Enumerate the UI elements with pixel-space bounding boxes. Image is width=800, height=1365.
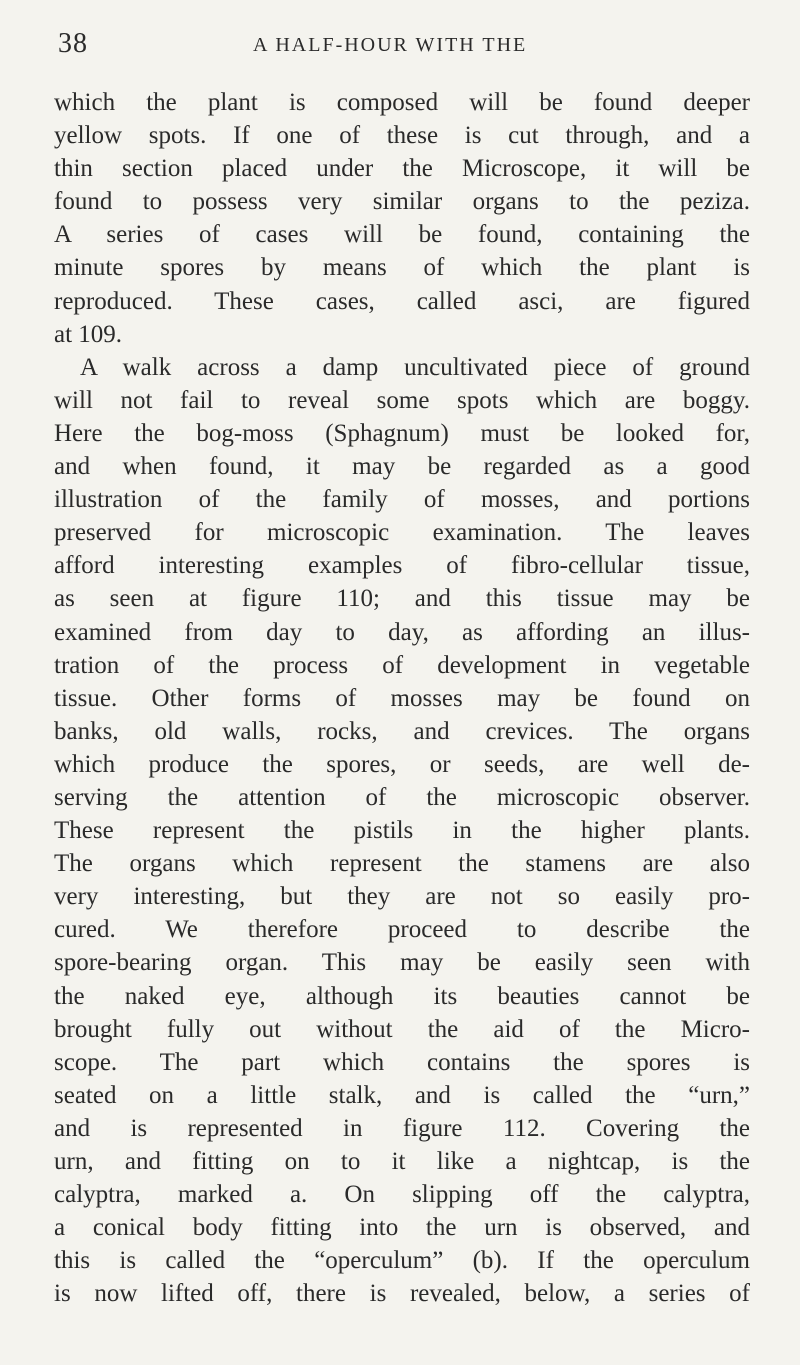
text-line: These represent the pistils in the higher plants.: [54, 817, 750, 845]
text-line: found to possess very similar organs to the peziza.: [54, 188, 750, 216]
text-line: reproduced. These cases, called asci, are figured: [54, 287, 750, 315]
text-line: very interesting, but they are not so easily pro-: [54, 883, 750, 911]
text-line: tration of the process of development in vegetable: [54, 651, 750, 679]
text-line: examined from day to day, as affording an illus-: [54, 618, 750, 646]
text-line: at 109.: [54, 320, 123, 348]
text-line: cured. We therefore proceed to describe the: [54, 916, 750, 944]
text-line: and when found, it may be regarded as a good: [54, 453, 750, 481]
text-line: minute spores by means of which the plant is: [54, 254, 750, 282]
body-text: [54, 86, 750, 1310]
text-line: which produce the spores, or seeds, are well de-: [54, 750, 750, 778]
text-line: A series of cases will be found, containing the: [54, 221, 750, 249]
text-line: scope. The part which contains the spores is: [54, 1048, 750, 1076]
page-header: [58, 28, 748, 68]
text-line: will not fail to reveal some spots which are boggy.: [54, 386, 750, 414]
text-line: a conical body fitting into the urn is observed, and: [54, 1214, 750, 1242]
text-line: tissue. Other forms of mosses may be found on: [54, 684, 750, 712]
text-line: urn, and fitting on to it like a nightcap, is the: [54, 1148, 750, 1175]
page-number: 38: [58, 28, 88, 59]
text-line: thin section placed under the Microscope, it will be: [54, 155, 750, 183]
text-line: is now lifted off, there is revealed, below, a series of: [54, 1280, 750, 1308]
text-line: Here the bog-moss (Sphagnum) must be looked for,: [54, 419, 750, 447]
text-line: which the plant is composed will be found deeper: [54, 89, 750, 116]
text-line: The organs which represent the stamens are also: [54, 850, 750, 878]
text-line: as seen at figure 110; and this tissue may be: [54, 585, 750, 613]
text-line: calyptra, marked a. On slipping off the calyptra,: [54, 1181, 750, 1209]
text-line: this is called the “operculum” (b). If the operculum: [54, 1247, 750, 1275]
text-line: spore-bearing organ. This may be easily seen with: [54, 949, 750, 977]
text-line: and is represented in figure 112. Covering the: [54, 1114, 750, 1142]
running-head: A HALF-HOUR WITH THE: [253, 34, 528, 56]
text-line: the naked eye, although its beauties cannot be: [54, 982, 750, 1010]
text-line: brought fully out without the aid of the Micro-: [54, 1015, 750, 1043]
text-line: preserved for microscopic examination. The leaves: [54, 519, 750, 547]
text-line: banks, old walls, rocks, and crevices. The organs: [54, 717, 750, 745]
text-line: afford interesting examples of fibro-cellular tissue,: [54, 552, 750, 580]
text-line: seated on a little stalk, and is called the “urn,”: [54, 1081, 750, 1109]
text-line: A walk across a damp uncultivated piece of ground: [80, 353, 750, 381]
text-line: yellow spots. If one of these is cut through, and a: [54, 122, 750, 150]
text-line: illustration of the family of mosses, and portions: [54, 486, 750, 514]
text-line: serving the attention of the microscopic observer.: [54, 783, 750, 811]
